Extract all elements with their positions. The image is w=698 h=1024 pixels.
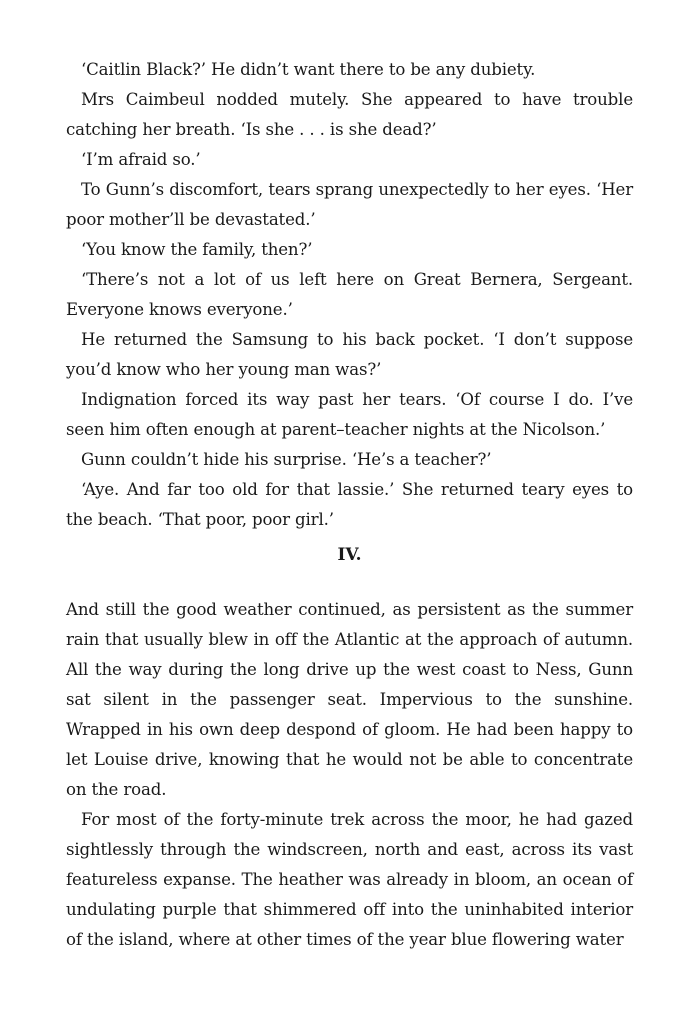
paragraph: Gunn couldn’t hide his surprise. ‘He’s a teacher?’ [81,450,492,469]
paragraph: He returned the Samsung to his back pocket. ‘I don’t suppose you’d know who her young man was?’ [66,330,633,379]
paragraph: To Gunn’s discomfort, tears sprang unexpectedly to her eyes. ‘Her poor mother’ll be devastated.’ [66,180,633,229]
paragraph: Indignation forced its way past her tears. ‘Of course I do. I’ve seen him often enough at parent–teacher nights at the Nicolson.’ [66,390,633,439]
paragraph: And still the good weather continued, as persistent as the summer rain that usually blew in off the Atlantic at the approach of autumn. All the way during the long drive up the west coast to Ness, Gunn sat silent in the passenger seat. Impervious to the sunshine. Wrapped in his own deep despond of gloom. He had been happy to let Louise drive, knowing that he would not be able to concentrate on the road. [66,600,633,799]
paragraph: ‘I’m afraid so.’ [81,150,201,169]
paragraph: For most of the forty-minute trek across the moor, he had gazed sightlessly through the windscreen, north and east, across its vast featureless expanse. The heather was already in bloom, an ocean of undulating purple that shimmered off into the uninhabited interior of the island, where at other times of the year blue flowering water [66,810,633,949]
book-page [66,55,633,955]
paragraph: ‘You know the family, then?’ [81,240,313,259]
paragraph: ‘Caitlin Black?’ He didn’t want there to be any dubiety. [81,60,536,79]
section-heading: IV. [337,545,362,565]
paragraph: Mrs Caimbeul nodded mutely. She appeared to have trouble catching her breath. ‘Is she . . . is she dead?’ [66,90,633,139]
paragraph: ‘There’s not a lot of us left here on Great Bernera, Sergeant. Everyone knows everyone.’ [66,270,633,319]
paragraph: ‘Aye. And far too old for that lassie.’ She returned teary eyes to the beach. ‘That poor, poor girl.’ [66,480,633,529]
